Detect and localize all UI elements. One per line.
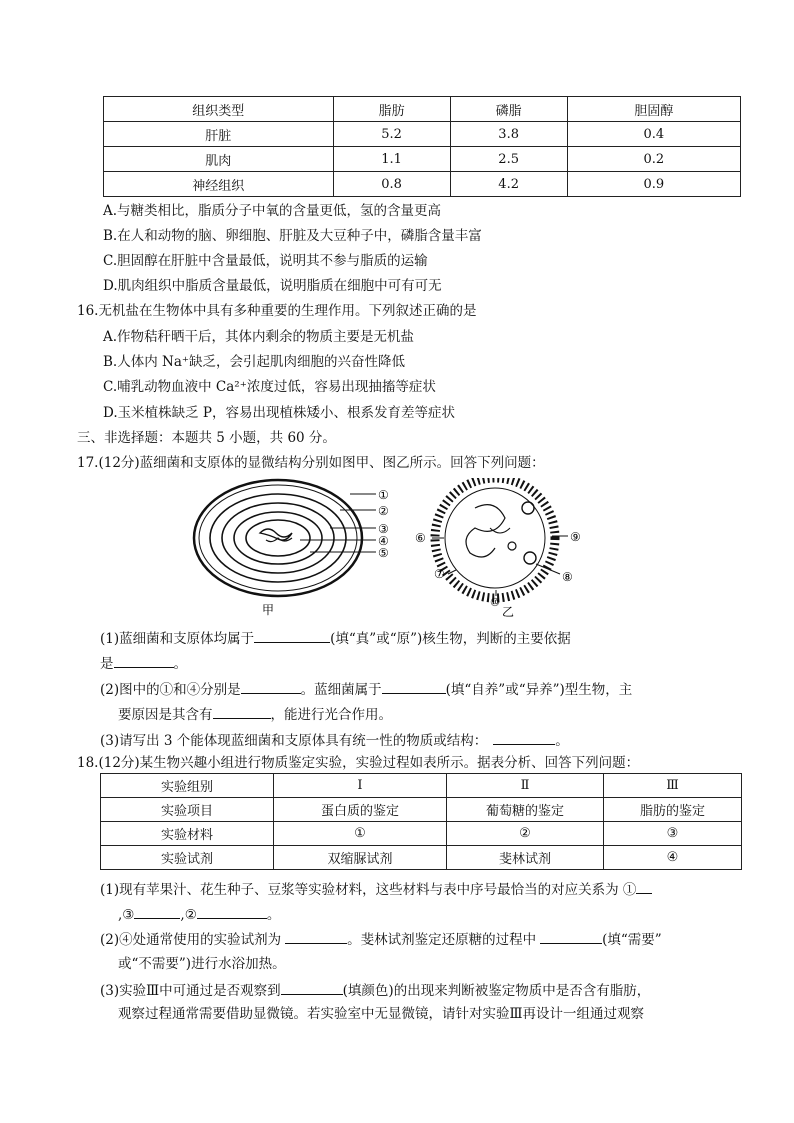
figure-jia-caption: 甲 bbox=[262, 603, 275, 617]
experiment-table bbox=[100, 773, 742, 870]
table-cell: 实验材料 bbox=[101, 822, 274, 846]
q17-part1-line1 bbox=[100, 628, 571, 648]
q18-part2-line2: 或“不需要”)进行水浴加热。 bbox=[118, 956, 286, 972]
label-6: ⑥ bbox=[415, 531, 426, 545]
q15-option-c: C.胆固醇在肝脏中含量最低，说明其不参与脂质的运输 bbox=[103, 253, 428, 269]
table-cell: ① bbox=[274, 822, 447, 846]
q15-option-a: A.与糖类相比，脂质分子中氧的含量更低，氢的含量更高 bbox=[103, 203, 442, 219]
q17-p2-text-b: 。蓝细菌属于 bbox=[300, 682, 382, 698]
answer-blank[interactable] bbox=[114, 653, 174, 668]
table-cell: Ⅱ bbox=[447, 774, 604, 798]
table-row bbox=[101, 774, 742, 798]
table-cell: 4.2 bbox=[450, 172, 567, 197]
q17-p1-text-d: 。 bbox=[173, 656, 187, 672]
answer-blank[interactable] bbox=[281, 980, 343, 995]
table-cell: 1.1 bbox=[333, 147, 450, 172]
q15-option-d: D.肌肉组织中脂质含量最低，说明脂质在细胞中可有可无 bbox=[103, 278, 442, 294]
q18-p1-text-a: (1)现有苹果汁、花生种子、豆浆等实验材料，这些材料与表中序号最恰当的对应关系为 ① bbox=[100, 882, 637, 898]
q16-option-b: B.人体内 Na⁺缺乏，会引起肌肉细胞的兴奋性降低 bbox=[103, 354, 405, 370]
label-5: ⑤ bbox=[378, 546, 389, 560]
table-row bbox=[104, 147, 741, 172]
q17-p2-text-e: ，能进行光合作用。 bbox=[270, 707, 392, 723]
q18-p1-text-d: 。 bbox=[266, 907, 281, 923]
table-cell: 0.8 bbox=[333, 172, 450, 197]
q16-stem: 16.无机盐在生物体中具有多种重要的生理作用。下列叙述正确的是 bbox=[77, 303, 477, 319]
table-header-row bbox=[104, 97, 741, 122]
answer-blank[interactable] bbox=[382, 679, 446, 694]
q18-part1-line1 bbox=[100, 879, 652, 899]
q18-p2-text-b: 。斐林试剂鉴定还原糖的过程中 bbox=[347, 932, 537, 948]
table-cell: 0.4 bbox=[567, 122, 740, 147]
label-8: ⑧ bbox=[562, 570, 573, 584]
table-header-cell: 脂肪 bbox=[333, 97, 450, 122]
table-cell: 实验项目 bbox=[101, 798, 274, 822]
answer-blank[interactable] bbox=[197, 904, 267, 919]
section-heading: 三、非选择题：本题共 5 小题，共 60 分。 bbox=[77, 430, 336, 446]
q17-p2-text-d: 要原因是其含有 bbox=[118, 707, 213, 723]
answer-blank[interactable] bbox=[213, 704, 271, 719]
q17-p3-text-a: (3)请写出 3 个能体现蓝细菌和支原体具有统一性的物质或结构： bbox=[100, 733, 488, 749]
q17-p2-text-a: (2)图中的①和④分别是 bbox=[100, 682, 241, 698]
answer-blank[interactable] bbox=[540, 929, 602, 944]
table-cell: 斐林试剂 bbox=[447, 846, 604, 870]
q17-part2-line1 bbox=[100, 679, 632, 699]
table-row bbox=[104, 172, 741, 197]
table-cell: ③ bbox=[604, 822, 742, 846]
table-cell: 神经组织 bbox=[104, 172, 334, 197]
label-3: ③ bbox=[378, 522, 389, 536]
label-10: ⑩ bbox=[490, 596, 500, 609]
q18-p2-text-c: (填“需要” bbox=[602, 932, 662, 948]
table-cell: 实验组别 bbox=[101, 774, 274, 798]
q16-option-a: A.作物秸秆晒干后，其体内剩余的物质主要是无机盐 bbox=[103, 329, 415, 345]
table-cell: 葡萄糖的鉴定 bbox=[447, 798, 604, 822]
table-cell: 0.2 bbox=[567, 147, 740, 172]
q18-p1-text-b: ,③ bbox=[118, 907, 135, 923]
cyanobacteria-diagram bbox=[194, 480, 376, 596]
q18-p1-text-c: ,② bbox=[180, 907, 197, 923]
q17-part2-line2 bbox=[118, 704, 392, 724]
q17-stem: 17.(12分)蓝细菌和支原体的显微结构分别如图甲、图乙所示。回答下列问题： bbox=[77, 455, 545, 471]
q18-part3-line1 bbox=[100, 980, 650, 1000]
label-7: ⑦ bbox=[434, 567, 445, 581]
q15-option-b: B.在人和动物的脑、卵细胞、肝脏及大豆种子中，磷脂含量丰富 bbox=[103, 228, 482, 244]
q17-part1-line2 bbox=[100, 653, 187, 673]
table-cell: 肝脏 bbox=[104, 122, 334, 147]
label-1: ① bbox=[378, 488, 389, 502]
figure-yi-caption: 乙 bbox=[502, 605, 515, 618]
table-cell: Ⅲ bbox=[604, 774, 742, 798]
table-cell: 脂肪的鉴定 bbox=[604, 798, 742, 822]
q17-p1-text-a: (1)蓝细菌和支原体均属于 bbox=[100, 631, 255, 647]
table-cell: ② bbox=[447, 822, 604, 846]
table-cell: 5.2 bbox=[333, 122, 450, 147]
label-2: ② bbox=[378, 504, 389, 518]
table-header-cell: 磷脂 bbox=[450, 97, 567, 122]
table-row bbox=[101, 846, 742, 870]
table-cell: 3.8 bbox=[450, 122, 567, 147]
mycoplasma-diagram bbox=[432, 478, 568, 598]
q17-p1-text-c: 是 bbox=[100, 656, 114, 672]
table-row bbox=[101, 822, 742, 846]
q16-option-c: C.哺乳动物血液中 Ca²⁺浓度过低，容易出现抽搐等症状 bbox=[103, 379, 436, 395]
answer-blank[interactable] bbox=[636, 879, 652, 894]
q18-part3-line2: 观察过程通常需要借助显微镜。若实验室中无显微镜，请针对实验Ⅲ再设计一组通过观察 bbox=[118, 1006, 645, 1022]
table-cell: 蛋白质的鉴定 bbox=[274, 798, 447, 822]
answer-blank[interactable] bbox=[285, 929, 347, 944]
q17-p2-text-c: (填“自养”或“异养”)型生物，主 bbox=[445, 682, 633, 698]
q16-option-d: D.玉米植株缺乏 P，容易出现植株矮小、根系发育差等症状 bbox=[103, 405, 456, 421]
q18-p2-text-a: (2)④处通常使用的实验试剂为 bbox=[100, 932, 282, 948]
q18-p3-text-b: (填颜色)的出现来判断被鉴定物质中是否含有脂肪， bbox=[342, 983, 651, 999]
answer-blank[interactable] bbox=[241, 679, 301, 694]
q17-part3 bbox=[100, 730, 569, 750]
label-9: ⑨ bbox=[570, 530, 581, 544]
q17-p3-text-b: 。 bbox=[555, 733, 569, 749]
q18-p3-text-a: (3)实验Ⅲ中可通过是否观察到 bbox=[100, 983, 281, 999]
answer-blank[interactable] bbox=[493, 730, 555, 745]
label-4: ④ bbox=[378, 534, 389, 548]
table-cell: 实验试剂 bbox=[101, 846, 274, 870]
table-cell: 0.9 bbox=[567, 172, 740, 197]
q17-p1-text-b: (填“真”或“原”)核生物，判断的主要依据 bbox=[330, 631, 571, 647]
table-header-cell: 组织类型 bbox=[104, 97, 334, 122]
q18-stem: 18.(12分)某生物兴趣小组进行物质鉴定实验，实验过程如表所示。据表分析、回答下列问题： bbox=[77, 755, 640, 771]
table-cell: ④ bbox=[604, 846, 742, 870]
q18-part2-line1 bbox=[100, 929, 662, 949]
answer-blank[interactable] bbox=[134, 904, 180, 919]
table-row bbox=[104, 122, 741, 147]
table-header-cell: 胆固醇 bbox=[567, 97, 740, 122]
table-cell: Ⅰ bbox=[274, 774, 447, 798]
answer-blank[interactable] bbox=[254, 628, 330, 643]
lipid-content-table bbox=[103, 96, 741, 197]
table-cell: 肌肉 bbox=[104, 147, 334, 172]
q18-part1-line2 bbox=[118, 904, 280, 924]
cell-structure-figure bbox=[190, 478, 610, 618]
table-row bbox=[101, 798, 742, 822]
table-cell: 2.5 bbox=[450, 147, 567, 172]
table-cell: 双缩脲试剂 bbox=[274, 846, 447, 870]
